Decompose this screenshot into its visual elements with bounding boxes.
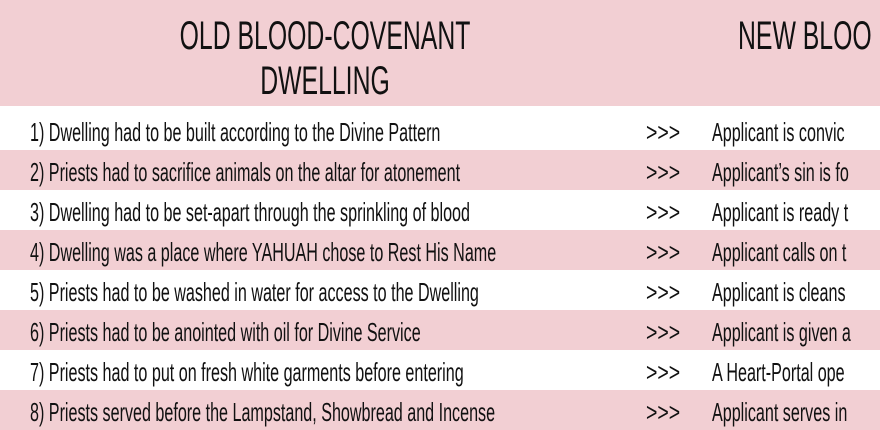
arrow-cell: >>> bbox=[646, 317, 681, 347]
arrow-cell: >>> bbox=[646, 277, 681, 307]
arrow-cell: >>> bbox=[646, 357, 681, 387]
table-row bbox=[0, 150, 880, 190]
table-row bbox=[0, 390, 880, 430]
arrow-cell: >>> bbox=[646, 117, 681, 147]
new-cell: Applicant calls on t bbox=[712, 237, 847, 267]
new-cell: Applicant is cleans bbox=[712, 277, 846, 307]
table-row bbox=[0, 310, 880, 350]
old-cell: 7) Priests had to put on fresh white garments before entering bbox=[30, 357, 464, 387]
new-cell: Applicant is convic bbox=[712, 117, 845, 147]
old-cell: 8) Priests served before the Lampstand, Showbread and Incense bbox=[30, 397, 496, 427]
new-cell: Applicant is given a bbox=[712, 317, 851, 347]
new-cell: A Heart-Portal ope bbox=[712, 357, 845, 387]
table-row bbox=[0, 270, 880, 310]
arrow-cell: >>> bbox=[646, 397, 681, 427]
table-header bbox=[0, 0, 880, 106]
old-cell: 6) Priests had to be anointed with oil for Divine Service bbox=[30, 317, 421, 347]
table-row bbox=[0, 350, 880, 390]
old-cell: 2) Priests had to sacrifice animals on the altar for atonement bbox=[30, 157, 461, 187]
old-cell: 3) Dwelling had to be set-apart through the sprinkling of blood bbox=[30, 197, 470, 227]
table-row bbox=[0, 230, 880, 270]
new-cell: Applicant is ready t bbox=[712, 197, 849, 227]
arrow-cell: >>> bbox=[646, 157, 681, 187]
new-cell: Applicant serves in bbox=[712, 397, 848, 427]
arrow-cell: >>> bbox=[646, 197, 681, 227]
table-row bbox=[0, 190, 880, 230]
old-cell: 5) Priests had to be washed in water for access to the Dwelling bbox=[30, 277, 479, 307]
old-covenant-title: OLD BLOOD-COVENANT DWELLING bbox=[179, 14, 471, 103]
new-covenant-title: NEW BLOO bbox=[738, 14, 872, 58]
old-cell: 1) Dwelling had to be built according to the Divine Pattern bbox=[30, 117, 441, 147]
new-cell: Applicant’s sin is fo bbox=[712, 157, 849, 187]
old-cell: 4) Dwelling was a place where YAHUAH chose to Rest His Name bbox=[30, 237, 497, 267]
arrow-cell: >>> bbox=[646, 237, 681, 267]
table-row bbox=[0, 110, 880, 150]
